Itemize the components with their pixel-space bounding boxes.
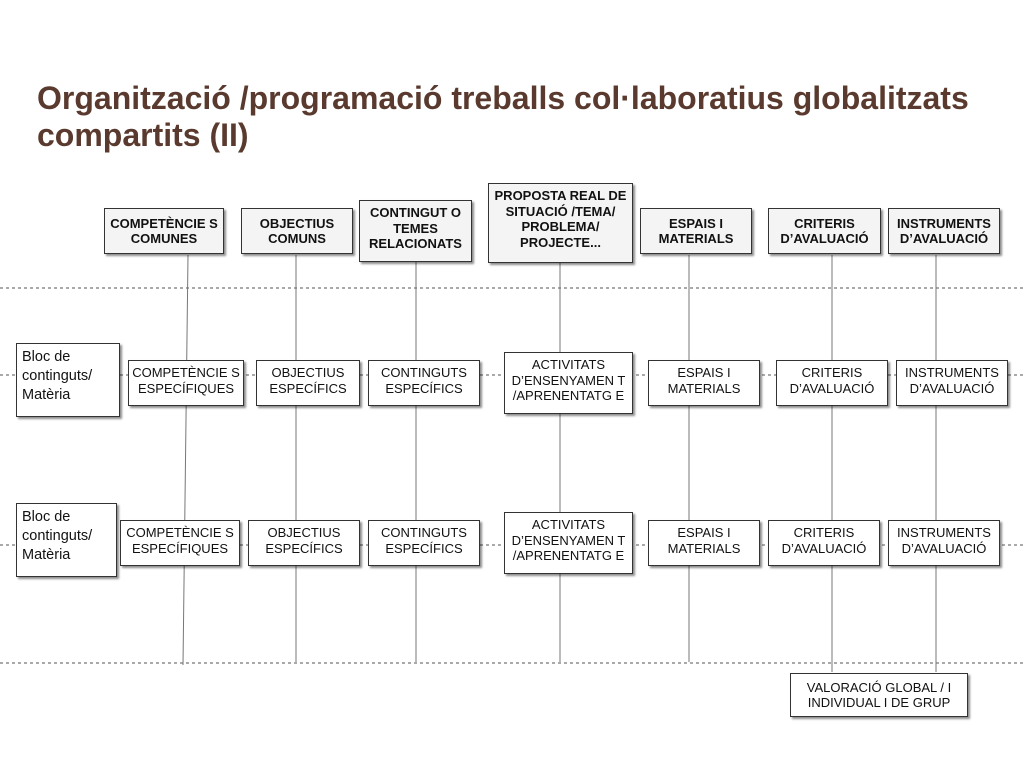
block-2-criteris-avaluacio: CRITERIS D’AVALUACIÓ <box>768 520 880 566</box>
header-box-espais-materials: ESPAIS I MATERIALS <box>640 208 752 254</box>
block-1-criteris-avaluacio: CRITERIS D’AVALUACIÓ <box>776 360 888 406</box>
block-1-label: Bloc de continguts/ Matèria <box>16 343 120 417</box>
block-2-objectius-especifics: OBJECTIUS ESPECÍFICS <box>248 520 360 566</box>
header-box-proposta-real: PROPOSTA REAL DE SITUACIÓ /TEMA/ PROBLEMA/ PROJECTE... <box>488 183 633 263</box>
header-box-contingut-temes: CONTINGUT O TEMES RELACIONATS <box>359 200 472 262</box>
block-2-espais-materials: ESPAIS I MATERIALS <box>648 520 760 566</box>
page-title: Organització /programació treballs col·laboratius globalitzats compartits (II) <box>37 80 969 153</box>
block-1-competencies-especifiques: COMPETÈNCIE S ESPECÍFIQUES <box>128 360 244 406</box>
block-1-instruments-avaluacio: INSTRUMENTS D’AVALUACIÓ <box>896 360 1008 406</box>
header-box-objectius-comuns: OBJECTIUS COMUNS <box>241 208 353 254</box>
block-2-competencies-especifiques: COMPETÈNCIE S ESPECÍFIQUES <box>120 520 240 566</box>
header-box-competencies-comunes: COMPETÈNCIE S COMUNES <box>104 208 224 254</box>
block-1-continguts-especifics: CONTINGUTS ESPECÍFICS <box>368 360 480 406</box>
block-1-espais-materials: ESPAIS I MATERIALS <box>648 360 760 406</box>
block-2-instruments-avaluacio: INSTRUMENTS D’AVALUACIÓ <box>888 520 1000 566</box>
column-line-1 <box>183 255 188 665</box>
block-2-continguts-especifics: CONTINGUTS ESPECÍFICS <box>368 520 480 566</box>
footer-box-valoracio-global: VALORACIÓ GLOBAL / I INDIVIDUAL I DE GRUP <box>790 673 968 717</box>
block-2-activitats: ACTIVITATS D’ENSENYAMEN T /APRENENTATG E <box>504 512 633 574</box>
block-1-activitats: ACTIVITATS D’ENSENYAMEN T /APRENENTATG E <box>504 352 633 414</box>
block-1-objectius-especifics: OBJECTIUS ESPECÍFICS <box>256 360 360 406</box>
block-2-label: Bloc de continguts/ Matèria <box>16 503 117 577</box>
header-box-instruments-avaluacio: INSTRUMENTS D’AVALUACIÓ <box>888 208 1000 254</box>
header-box-criteris-avaluacio: CRITERIS D’AVALUACIÓ <box>768 208 881 254</box>
